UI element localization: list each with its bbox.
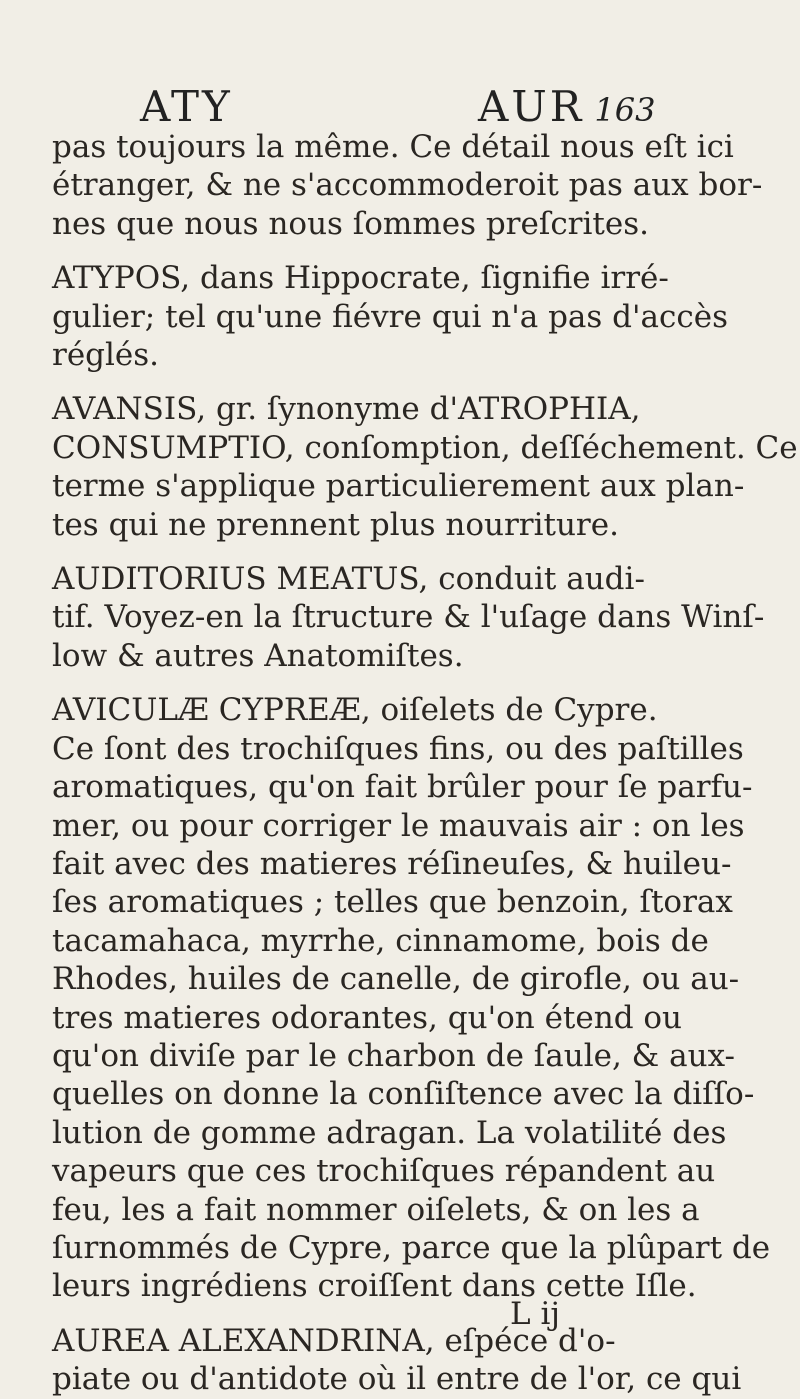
text-line: AUDITORIUS MEATUS, conduit audi- xyxy=(52,561,645,598)
text-line: quelles on donne la conſiſtence avec la diſſo- xyxy=(52,1076,755,1113)
text-line: Rhodes, huiles de canelle, de girofle, ou au- xyxy=(52,961,740,998)
text-line: ATYPOS, dans Hippocrate, ſignifie irré- xyxy=(52,260,669,297)
text-line: nes que nous nous ſommes preſcrites. xyxy=(52,205,649,242)
text-line: ſes aromatiques ; telles que benzoin, ſtorax xyxy=(52,884,733,921)
text-line: fait avec des matieres réſineuſes, & huileu- xyxy=(52,845,732,882)
text-line: ſurnommés de Cypre, parce que la plûpart de xyxy=(52,1229,771,1266)
text-line: gulier; tel qu'une fiévre qui n'a pas d'accès xyxy=(52,298,729,335)
paragraph-gap xyxy=(52,243,652,259)
running-head-right xyxy=(478,82,655,131)
text-line: tif. Voyez-en la ſtructure & l'uſage dans Winſ- xyxy=(52,599,765,636)
text-line: AUREA ALEXANDRINA, eſpéce d'o- xyxy=(52,1322,616,1359)
text-line: low & autres Anatomiſtes. xyxy=(52,637,464,674)
text-line: AVANSIS, gr. ſynonyme d'ATROPHIA, xyxy=(52,391,641,428)
running-head-left: ATY xyxy=(140,82,233,131)
text-line: lution de gomme adragan. La volatilité des xyxy=(52,1114,727,1151)
text-line: tacamahaca, myrrhe, cinnamome, bois de xyxy=(52,922,709,959)
text-line: tres matieres odorantes, qu'on étend ou xyxy=(52,999,683,1036)
text-line: mer, ou pour corriger le mauvais air : on les xyxy=(52,807,745,844)
text-line: terme s'applique particulierement aux plan- xyxy=(52,468,745,505)
text-line: feu, les a fait nommer oiſelets, & on les a xyxy=(52,1191,700,1228)
paragraph-gap xyxy=(52,544,652,560)
running-head-right-text: AUR xyxy=(478,82,585,131)
text-line: aromatiques, qu'on fait brûler pour ſe parfu- xyxy=(52,769,753,806)
paragraph-gap xyxy=(52,1306,652,1322)
paragraph-gap xyxy=(52,675,652,691)
text-line: AVICULÆ CYPREÆ, oiſelets de Cypre. xyxy=(52,692,658,729)
text-line: étranger, & ne s'accommoderoit pas aux bor- xyxy=(52,167,763,204)
page-number: 163 xyxy=(594,91,656,129)
text-line: qu'on diviſe par le charbon de ſaule, & aux- xyxy=(52,1037,735,1074)
text-line: réglés. xyxy=(52,337,160,374)
body-text xyxy=(52,128,798,1399)
text-line: piate ou d'antidote où il entre de l'or, ce qui xyxy=(52,1361,742,1398)
text-line: CONSUMPTIO, conſomption, deſſéchement. Ce xyxy=(52,429,798,466)
text-line: leurs ingrédiens croiſſent dans cette Iſle. xyxy=(52,1268,697,1305)
text-line: Ce ſont des trochiſques fins, ou des paſtilles xyxy=(52,730,744,767)
paragraph-gap xyxy=(52,374,652,390)
text-line: pas toujours la même. Ce détail nous eſt ici xyxy=(52,129,734,165)
text-line: tes qui ne prennent plus nourriture. xyxy=(52,506,619,543)
text-line: vapeurs que ces trochiſques répandent au xyxy=(52,1153,716,1190)
signature-mark: L ij xyxy=(510,1296,560,1332)
